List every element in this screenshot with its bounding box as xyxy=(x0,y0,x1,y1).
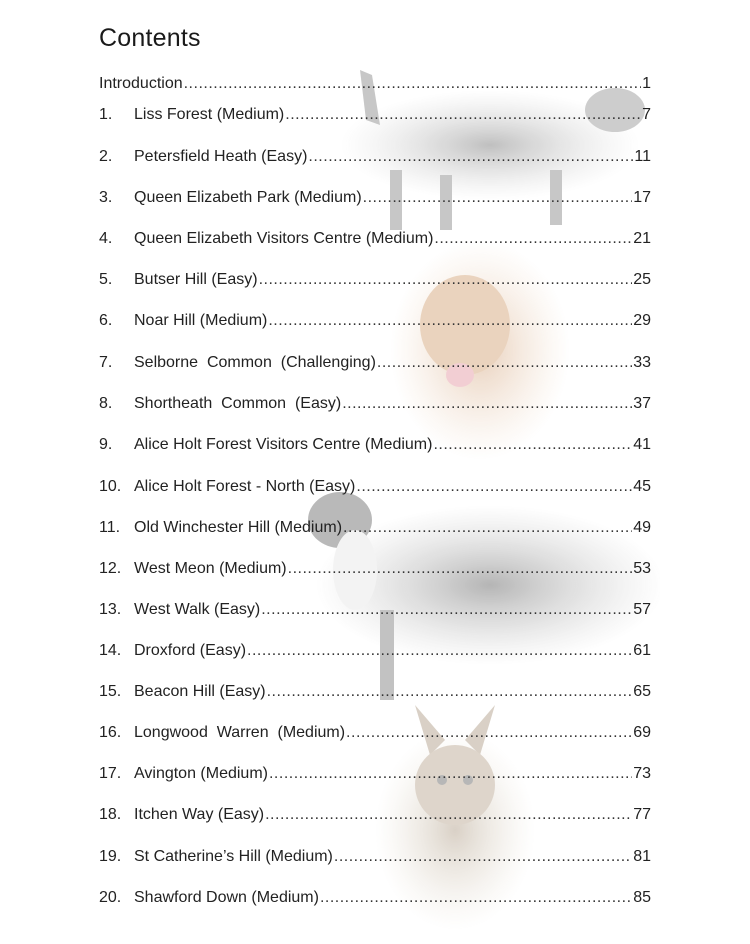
toc-dot-leader xyxy=(342,392,632,416)
toc-entry-number: 3. xyxy=(99,189,113,206)
toc-entry-page-number: 85 xyxy=(633,889,651,906)
toc-entry[interactable] xyxy=(99,845,651,869)
toc-entry[interactable] xyxy=(99,227,651,251)
toc-entry-number: 17. xyxy=(99,765,122,782)
toc-dot-leader xyxy=(377,351,632,375)
toc-entry-number: 20. xyxy=(99,889,122,906)
toc-entry[interactable] xyxy=(99,639,651,663)
toc-entry-title: Selborne Common (Challenging) xyxy=(134,354,376,371)
toc-dot-leader xyxy=(356,475,632,499)
toc-entry-page-number: 57 xyxy=(633,601,651,618)
toc-entry-title: Old Winchester Hill (Medium) xyxy=(134,519,343,536)
toc-entry-introduction[interactable] xyxy=(99,72,651,96)
toc-entry[interactable] xyxy=(99,145,651,169)
toc-entry-page-number: 77 xyxy=(633,806,651,823)
toc-entry-page-number: 21 xyxy=(633,230,651,247)
toc-entry[interactable] xyxy=(99,268,651,292)
toc-entry[interactable] xyxy=(99,721,651,745)
toc-dot-leader xyxy=(308,145,633,169)
toc-entry[interactable] xyxy=(99,186,651,210)
toc-dot-leader xyxy=(269,762,632,786)
toc-entry-number: 9. xyxy=(99,436,113,453)
toc-entry-title: Itchen Way (Easy) xyxy=(134,806,265,823)
toc-entry-page-number: 45 xyxy=(633,478,651,495)
toc-entry-number: 12. xyxy=(99,560,122,577)
toc-entry-title: Avington (Medium) xyxy=(134,765,268,782)
toc-entry-page-number: 7 xyxy=(642,106,651,123)
toc-dot-leader xyxy=(268,309,632,333)
toc-entry-page-number: 25 xyxy=(633,271,651,288)
toc-entry-page-number: 41 xyxy=(633,436,651,453)
toc-entry[interactable] xyxy=(99,351,651,375)
toc-entry-title: Petersfield Heath (Easy) xyxy=(134,148,308,165)
toc-entry-page-number: 81 xyxy=(633,848,651,865)
toc-entry-number: 5. xyxy=(99,271,113,288)
toc-dot-leader xyxy=(363,186,633,210)
toc-entry-title: West Walk (Easy) xyxy=(134,601,261,618)
toc-dot-leader xyxy=(265,803,632,827)
toc-entry-title: Alice Holt Forest - North (Easy) xyxy=(134,478,356,495)
toc-entry-page-number: 1 xyxy=(642,75,651,92)
toc-entry[interactable] xyxy=(99,392,651,416)
toc-entry[interactable] xyxy=(99,557,651,581)
toc-entry-number: 18. xyxy=(99,806,122,823)
toc-entry-number: 6. xyxy=(99,312,113,329)
toc-entry-title: Butser Hill (Easy) xyxy=(134,271,258,288)
toc-entry-page-number: 49 xyxy=(633,519,651,536)
toc-entry-number: 13. xyxy=(99,601,122,618)
toc-entry-number: 8. xyxy=(99,395,113,412)
toc-entry-number: 16. xyxy=(99,724,122,741)
toc-entry-title: Queen Elizabeth Visitors Centre (Medium) xyxy=(134,230,434,247)
toc-entry-title: Alice Holt Forest Visitors Centre (Medium) xyxy=(134,436,433,453)
toc-dot-leader xyxy=(267,680,633,704)
toc-dot-leader xyxy=(343,516,632,540)
toc-dot-leader xyxy=(184,72,641,96)
toc-entry-number: 4. xyxy=(99,230,113,247)
toc-dot-leader xyxy=(288,557,633,581)
toc-entry[interactable] xyxy=(99,475,651,499)
toc-entry-page-number: 17 xyxy=(633,189,651,206)
toc-entry[interactable] xyxy=(99,598,651,622)
toc-entry-number: 14. xyxy=(99,642,122,659)
toc-entry-page-number: 53 xyxy=(633,560,651,577)
toc-entry[interactable] xyxy=(99,309,651,333)
toc-dot-leader xyxy=(320,886,632,910)
toc-entry-number: 10. xyxy=(99,478,122,495)
toc-entry-page-number: 73 xyxy=(633,765,651,782)
toc-entry[interactable] xyxy=(99,680,651,704)
toc-entry-title: Liss Forest (Medium) xyxy=(134,106,285,123)
toc-entry[interactable] xyxy=(99,886,651,910)
toc-entry-number: 19. xyxy=(99,848,122,865)
toc-entry-title: Queen Elizabeth Park (Medium) xyxy=(134,189,362,206)
toc-entry-page-number: 29 xyxy=(633,312,651,329)
toc-entry-page-number: 37 xyxy=(633,395,651,412)
toc-entry[interactable] xyxy=(99,803,651,827)
toc-entry-page-number: 33 xyxy=(633,354,651,371)
toc-entry[interactable] xyxy=(99,103,651,127)
toc-entry-number: 2. xyxy=(99,148,113,165)
toc-entry-title: St Catherine’s Hill (Medium) xyxy=(134,848,333,865)
toc-entry-page-number: 11 xyxy=(634,148,651,165)
toc-entry-title: Beacon Hill (Easy) xyxy=(134,683,266,700)
toc-entry-title: Longwood Warren (Medium) xyxy=(134,724,346,741)
toc-dot-leader xyxy=(334,845,632,869)
toc-entry-title: Droxford (Easy) xyxy=(134,642,247,659)
toc-dot-leader xyxy=(259,268,633,292)
toc-dot-leader xyxy=(433,433,632,457)
toc-dot-leader xyxy=(346,721,632,745)
toc-dot-leader xyxy=(434,227,632,251)
toc-entry-number: 15. xyxy=(99,683,122,700)
toc-entry-title: Introduction xyxy=(99,75,183,92)
toc-dot-leader xyxy=(247,639,632,663)
toc-entry-number: 1. xyxy=(99,106,113,123)
toc-entry-number: 11. xyxy=(99,519,121,536)
page-title: Contents xyxy=(99,24,201,52)
toc-entry[interactable] xyxy=(99,433,651,457)
toc-entry[interactable] xyxy=(99,516,651,540)
toc-entry-page-number: 69 xyxy=(633,724,651,741)
toc-entry[interactable] xyxy=(99,762,651,786)
toc-dot-leader xyxy=(285,103,641,127)
toc-dot-leader xyxy=(261,598,632,622)
toc-entry-page-number: 65 xyxy=(633,683,651,700)
toc-entry-title: West Meon (Medium) xyxy=(134,560,287,577)
toc-entry-page-number: 61 xyxy=(633,642,651,659)
toc-entry-number: 7. xyxy=(99,354,113,371)
toc-entry-title: Shawford Down (Medium) xyxy=(134,889,319,906)
toc-entry-title: Noar Hill (Medium) xyxy=(134,312,268,329)
toc-entry-title: Shortheath Common (Easy) xyxy=(134,395,342,412)
